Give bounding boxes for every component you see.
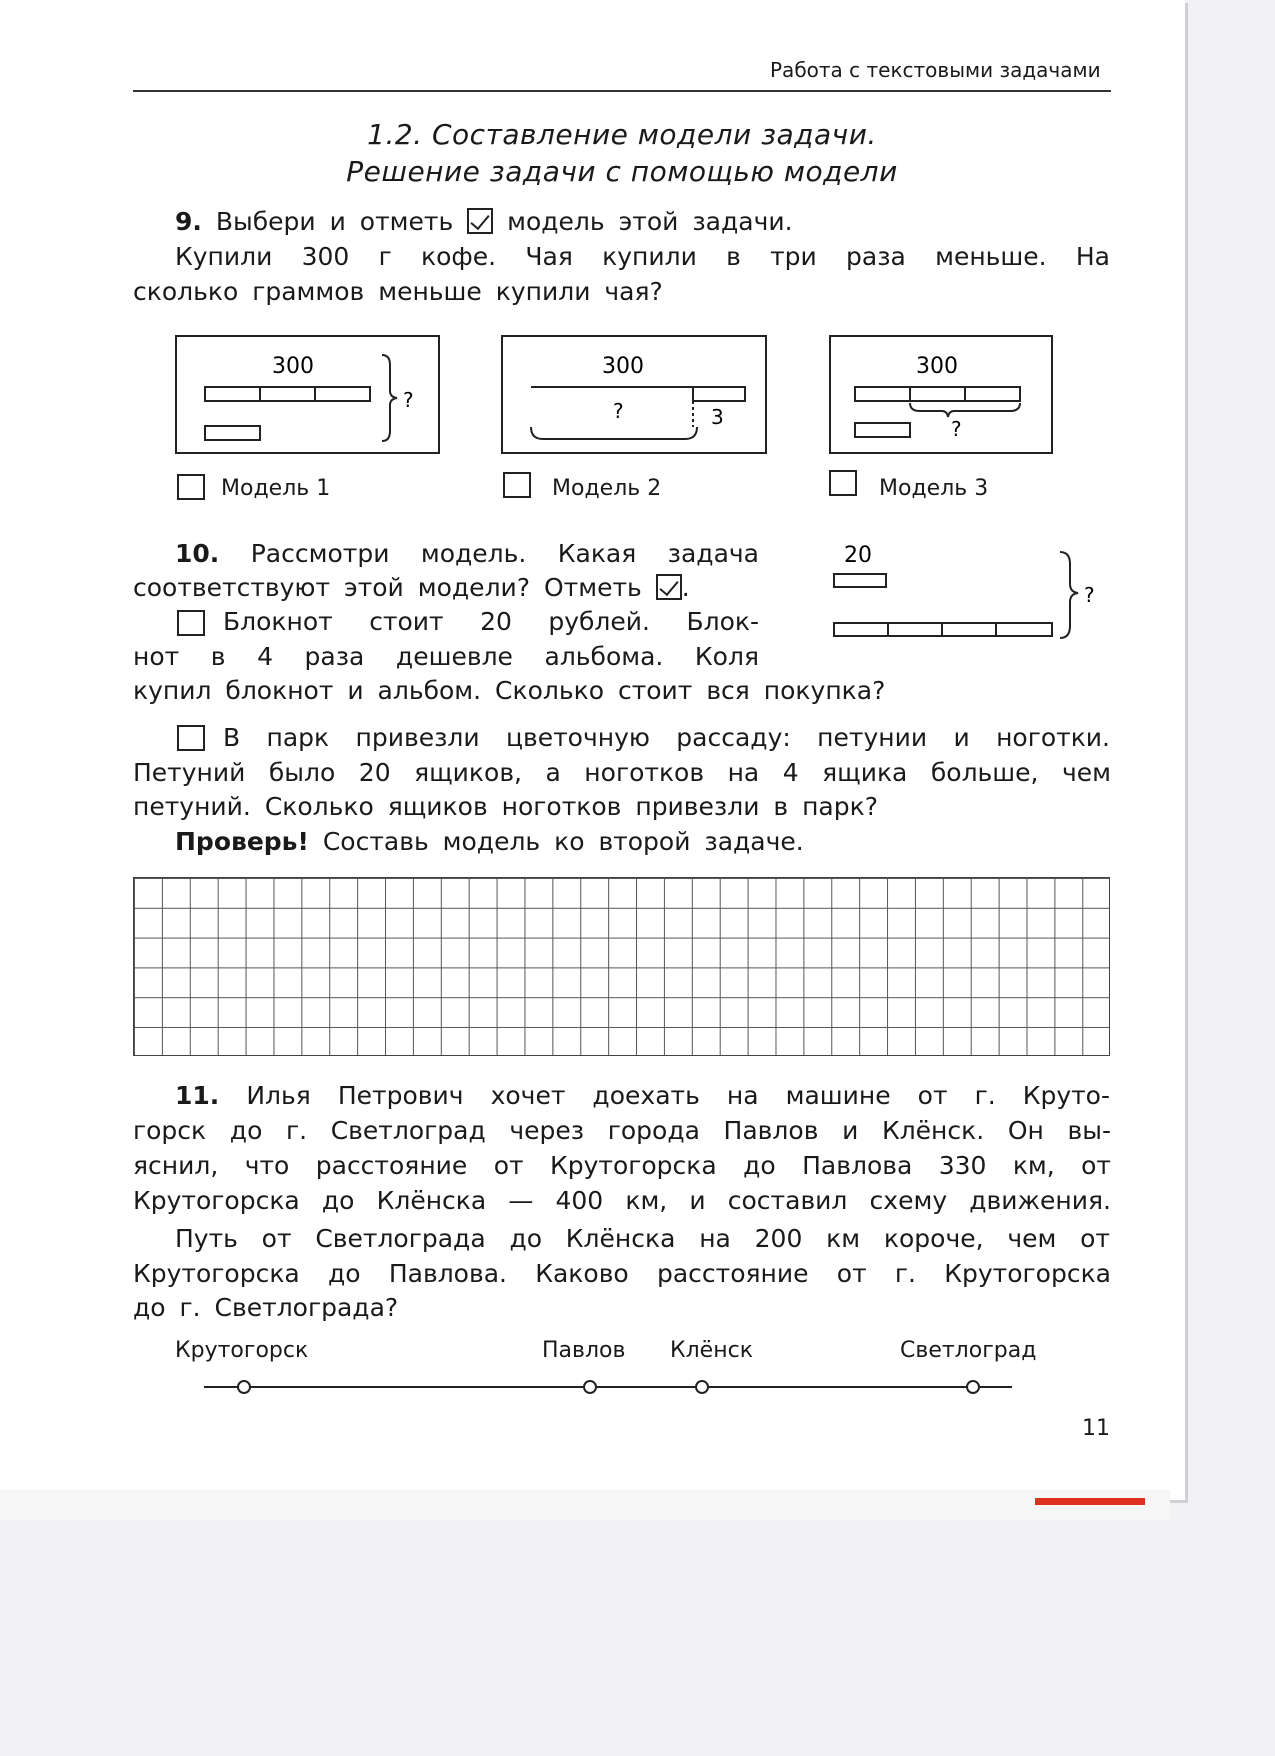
task10-line1-text: Рассмотри модель. Какая задача	[250, 539, 759, 568]
task10-model-question: ?	[1084, 583, 1095, 607]
route-point-pavlov	[584, 1381, 596, 1393]
model-3-checkbox[interactable]	[829, 470, 857, 496]
task10-line2	[133, 570, 773, 605]
task9-instruction-post: модель этой задачи.	[507, 207, 793, 236]
model-3-question: ?	[951, 417, 962, 441]
task11-line5: Путь от Светлограда до Клёнска на 200 км короче, чем от	[175, 1224, 1110, 1253]
model-1-label: Модель 1	[221, 476, 331, 501]
task10-model-value: 20	[844, 543, 872, 568]
task10-check-bold: Проверь!	[175, 827, 309, 856]
model-2-checkbox[interactable]	[503, 472, 531, 498]
red-cover-edge	[1035, 1498, 1145, 1505]
city-label-klensk: Клёнск	[670, 1338, 753, 1363]
task11-line7: до г. Светлограда?	[133, 1293, 399, 1322]
task11-line2: горск до г. Светлоград через города Павлов и Клёнск. Он вы-	[133, 1116, 1111, 1145]
route-point-krutogorsk	[238, 1381, 250, 1393]
model-1-checkbox[interactable]	[177, 474, 205, 500]
section-title-line2: Решение задачи с помощью модели	[346, 155, 898, 188]
task10-check-text: Составь модель ко второй задаче.	[322, 827, 804, 856]
task11-line3: яснил, что расстояние от Крутогорска до Павлова 330 км, от	[133, 1151, 1111, 1180]
task9-number: 9.	[175, 207, 202, 236]
task10-option1-checkbox[interactable]	[177, 610, 205, 636]
running-title: Работа с текстовыми задачами	[770, 58, 1101, 82]
route-point-klensk	[696, 1381, 708, 1393]
model-1-diagram	[175, 335, 440, 454]
model-2-diff: 3	[711, 405, 724, 429]
task10-option2-line2: Петуний было 20 ящиков, а ноготков на 4 ящика больше, чем	[133, 758, 1111, 787]
model-1-question: ?	[403, 388, 414, 412]
task10-option1-line2: нот в 4 раза дешевле альбома. Коля	[133, 642, 759, 671]
page-underlay	[0, 1490, 1170, 1520]
task9-line1: Купили 300 г кофе. Чая купили в три раза меньше. На	[175, 242, 1110, 271]
model-3-value: 300	[916, 354, 958, 379]
task11-line1	[175, 1078, 1110, 1113]
task10-number: 10.	[175, 539, 220, 568]
task10-check-line	[175, 824, 1153, 859]
page-number: 11	[1082, 1416, 1110, 1441]
task10-line1	[175, 536, 759, 571]
task9-line2: сколько граммов меньше купили чая?	[133, 277, 663, 306]
model-2-value: 300	[602, 354, 644, 379]
task10-model	[830, 540, 1120, 650]
task10-option2-line1: В парк привезли цветочную рассаду: петунии и ноготки.	[223, 723, 1110, 752]
task11-line4: Крутогорска до Клёнска — 400 км, и составил схему движения.	[133, 1186, 1111, 1215]
answer-grid[interactable]	[133, 877, 1110, 1056]
task9-instruction-pre: Выбери и отметь	[215, 207, 454, 236]
task11-line6: Крутогорска до Павлова. Каково расстояние от г. Крутогорска	[133, 1259, 1111, 1288]
route-diagram	[200, 1372, 1020, 1402]
task10-option1-line1: Блокнот стоит 20 рублей. Блок-	[223, 607, 759, 636]
task10-option2-checkbox[interactable]	[177, 725, 205, 751]
check-sample-icon	[656, 574, 682, 600]
city-label-svetlograd: Светлоград	[900, 1338, 1037, 1363]
task10-line2-pre: соответствуют этой модели? Отметь	[133, 573, 642, 602]
city-label-pavlov: Павлов	[542, 1338, 626, 1363]
task10-option1-line3: купил блокнот и альбом. Сколько стоит вся покупка?	[133, 676, 886, 705]
route-point-svetlograd	[967, 1381, 979, 1393]
check-sample-icon	[467, 208, 493, 234]
task9-instruction	[175, 204, 1075, 239]
header-rule	[133, 90, 1111, 92]
task10-line2-post: .	[681, 573, 690, 602]
city-label-krutogorsk: Крутогорск	[175, 1338, 309, 1363]
model-2-diagram	[501, 335, 767, 454]
model-3-diagram	[829, 335, 1053, 454]
model-2-question: ?	[613, 399, 624, 423]
model-3-label: Модель 3	[879, 476, 989, 501]
section-title-line1: 1.2. Составление модели задачи.	[367, 118, 877, 151]
model-2-label: Модель 2	[552, 476, 662, 501]
task11-number: 11.	[175, 1081, 220, 1110]
model-1-value: 300	[272, 354, 314, 379]
task10-option2-line3: петуний. Сколько ящиков ноготков привезли в парк?	[133, 792, 878, 821]
task11-line1-text: Илья Петрович хочет доехать на машине от г. Круто-	[246, 1081, 1110, 1110]
